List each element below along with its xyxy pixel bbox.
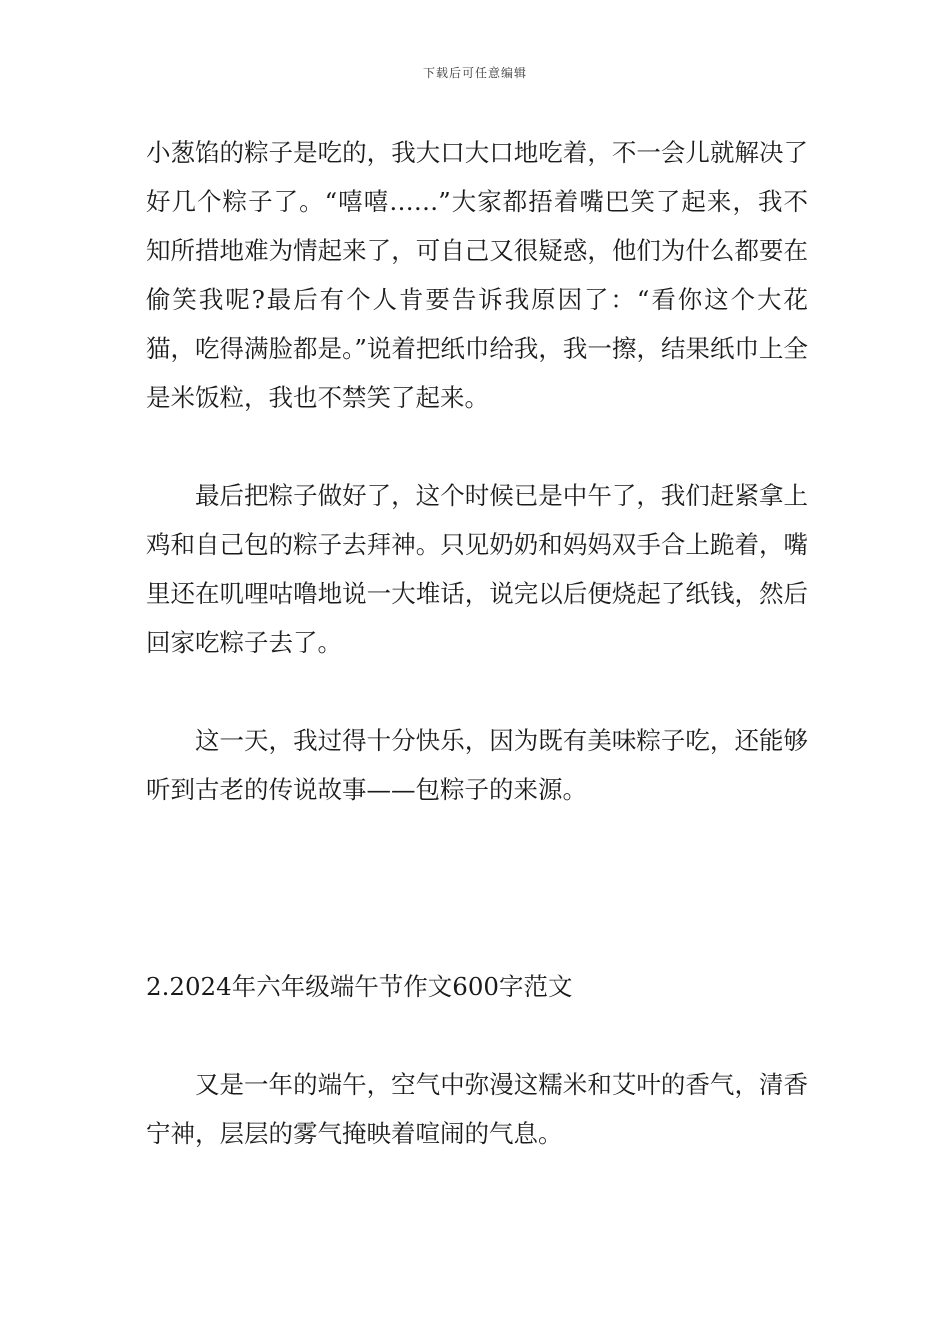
section-heading: 2.2024年六年级端午节作文600字范文: [146, 972, 573, 1001]
paragraph-worship: 最后把粽子做好了，这个时候已是中午了，我们赶紧拿上鸡和自己包的粽子去拜神。只见奶奶和妈妈双手合上跪着，嘴里还在叽哩咕噜地说一大堆话，说完以后便烧起了纸钱，然后回家吃粽子去了。: [146, 481, 808, 657]
section-paragraph: 又是一年的端午，空气中弥漫这糯米和艾叶的香气，清香宁神，层层的雾气掩映着喧闹的气息。: [146, 1070, 808, 1148]
paragraph-conclusion: 这一天，我过得十分快乐，因为既有美味粽子吃，还能够听到古老的传说故事——包粽子的来源。: [146, 726, 808, 804]
document-body: [146, 128, 808, 1158]
paragraph-continuation: 小葱馅的粽子是吃的，我大口大口地吃着，不一会儿就解决了好几个粽子了。“嘻嘻……”大家都捂着嘴巴笑了起来，我不知所措地难为情起来了，可自己又很疑惑，他们为什么都要在偷笑我呢?最后有个人肯要告诉我原因了：“看你这个大花猫，吃得满脸都是。”说着把纸巾给我，我一擦，结果纸巾上全是米饭粒，我也不禁笑了起来。: [146, 138, 808, 412]
page-header: 下载后可任意编辑: [422, 66, 527, 80]
